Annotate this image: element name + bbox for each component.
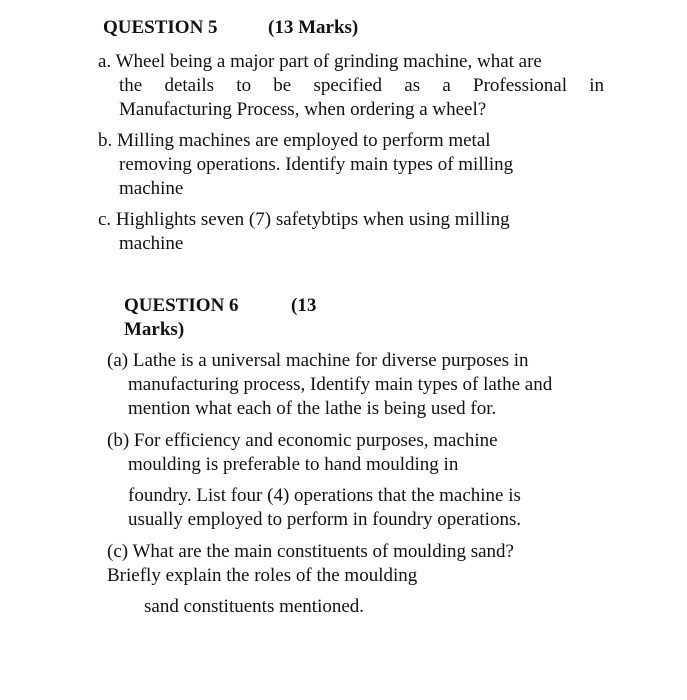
question-5-marks: (13 Marks) xyxy=(268,17,359,38)
question-6-marks-part-1: (13 xyxy=(291,295,317,316)
q6-b-line-2: moulding is preferable to hand moulding in xyxy=(128,454,459,475)
q6-a-line-3: mention what each of the lathe is being used for. xyxy=(128,398,497,419)
q5-a-line-2: the details to be specified as a Professional in xyxy=(119,75,604,96)
q6-b-line-4: usually employed to perform in foundry operations. xyxy=(128,509,522,530)
q6-c-line-1: (c) What are the main constituents of moulding sand? xyxy=(107,541,514,562)
q5-a-line-3: Manufacturing Process, when ordering a wheel? xyxy=(119,99,487,120)
question-6-marks-part-2: Marks) xyxy=(124,319,185,340)
question-5-title: QUESTION 5 xyxy=(103,17,218,38)
q6-a-line-1: (a) Lathe is a universal machine for diverse purposes in xyxy=(107,350,529,371)
q6-c-line-2: Briefly explain the roles of the moulding xyxy=(107,565,418,586)
q6-c-line-3: sand constituents mentioned. xyxy=(144,596,365,617)
q5-b-line-3: machine xyxy=(119,178,184,199)
q5-b-line-1: b. Milling machines are employed to perform metal xyxy=(98,130,491,151)
q5-c-line-2: machine xyxy=(119,233,184,254)
q5-c-line-1: c. Highlights seven (7) safetybtips when using milling xyxy=(98,209,510,230)
q5-b-line-2: removing operations. Identify main types of milling xyxy=(119,154,514,175)
question-6-title: QUESTION 6 xyxy=(124,295,239,316)
q5-a-line-1: a. Wheel being a major part of grinding machine, what are xyxy=(98,51,542,72)
q6-a-line-2: manufacturing process, Identify main types of lathe and xyxy=(128,374,553,395)
q6-b-line-1: (b) For efficiency and economic purposes, machine xyxy=(107,430,498,451)
q6-b-line-3: foundry. List four (4) operations that the machine is xyxy=(128,485,521,506)
